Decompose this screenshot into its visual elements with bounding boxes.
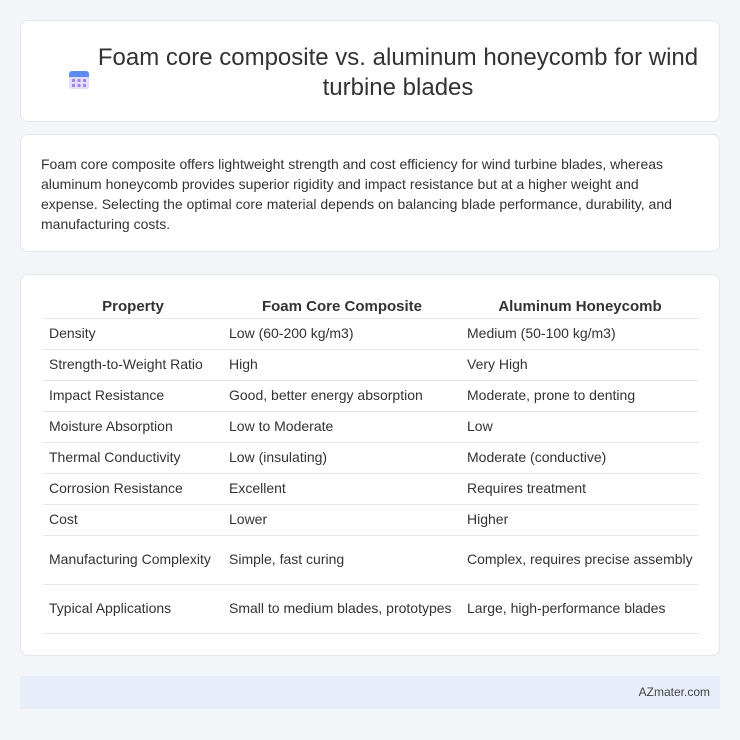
table-cell: Small to medium blades, prototypes [223, 584, 461, 633]
table-row [43, 411, 699, 442]
table-row [43, 584, 699, 633]
header-foam-core: Foam Core Composite [223, 296, 461, 318]
table-cell: Low [461, 411, 699, 442]
header-property: Property [43, 296, 223, 318]
footer-bar [20, 676, 720, 709]
calendar-icon [67, 67, 91, 91]
table-cell: Impact Resistance [43, 380, 223, 411]
table-row [43, 535, 699, 584]
table-cell: Moderate, prone to denting [461, 380, 699, 411]
summary-card [20, 134, 720, 252]
table-cell: Low (insulating) [223, 442, 461, 473]
table-cell: Complex, requires precise assembly [461, 535, 699, 584]
comparison-table-card [20, 274, 720, 656]
table-cell: Higher [461, 504, 699, 535]
table-cell: Typical Applications [43, 584, 223, 633]
table-header-row [43, 296, 699, 318]
table-row [43, 473, 699, 504]
table-cell: Low to Moderate [223, 411, 461, 442]
header-card [20, 20, 720, 122]
table-row [43, 380, 699, 411]
table-cell: Good, better energy absorption [223, 380, 461, 411]
header-aluminum-honeycomb: Aluminum Honeycomb [461, 296, 699, 318]
table-cell: Requires treatment [461, 473, 699, 504]
table-cell: Corrosion Resistance [43, 473, 223, 504]
table-cell: Large, high-performance blades [461, 584, 699, 633]
table-cell: Density [43, 318, 223, 349]
table-cell: Very High [461, 349, 699, 380]
table-cell: Lower [223, 504, 461, 535]
table-cell: Moisture Absorption [43, 411, 223, 442]
table-row [43, 442, 699, 473]
table-row [43, 349, 699, 380]
table-cell: Thermal Conductivity [43, 442, 223, 473]
footer-site-link[interactable]: AZmater.com [638, 685, 710, 699]
table-cell: Simple, fast curing [223, 535, 461, 584]
table-row [43, 318, 699, 349]
table-row [43, 504, 699, 535]
table-cell: Cost [43, 504, 223, 535]
page-title: Foam core composite vs. aluminum honeycomb for wind turbine blades [97, 44, 699, 101]
comparison-table [43, 296, 699, 634]
table-cell: Strength-to-Weight Ratio [43, 349, 223, 380]
table-cell: Excellent [223, 473, 461, 504]
table-cell: Medium (50-100 kg/m3) [461, 318, 699, 349]
summary-text: Foam core composite offers lightweight strength and cost efficiency for wind turbine blades, whereas aluminum honeycomb provides superior rigidity and impact resistance but at a higher weight and expense. Selecting the optimal core material depends on balancing blade performance, durability, and manufacturing costs. [41, 156, 672, 232]
table-cell: Manufacturing Complexity [43, 535, 223, 584]
table-cell: Moderate (conductive) [461, 442, 699, 473]
table-cell: Low (60-200 kg/m3) [223, 318, 461, 349]
table-cell: High [223, 349, 461, 380]
